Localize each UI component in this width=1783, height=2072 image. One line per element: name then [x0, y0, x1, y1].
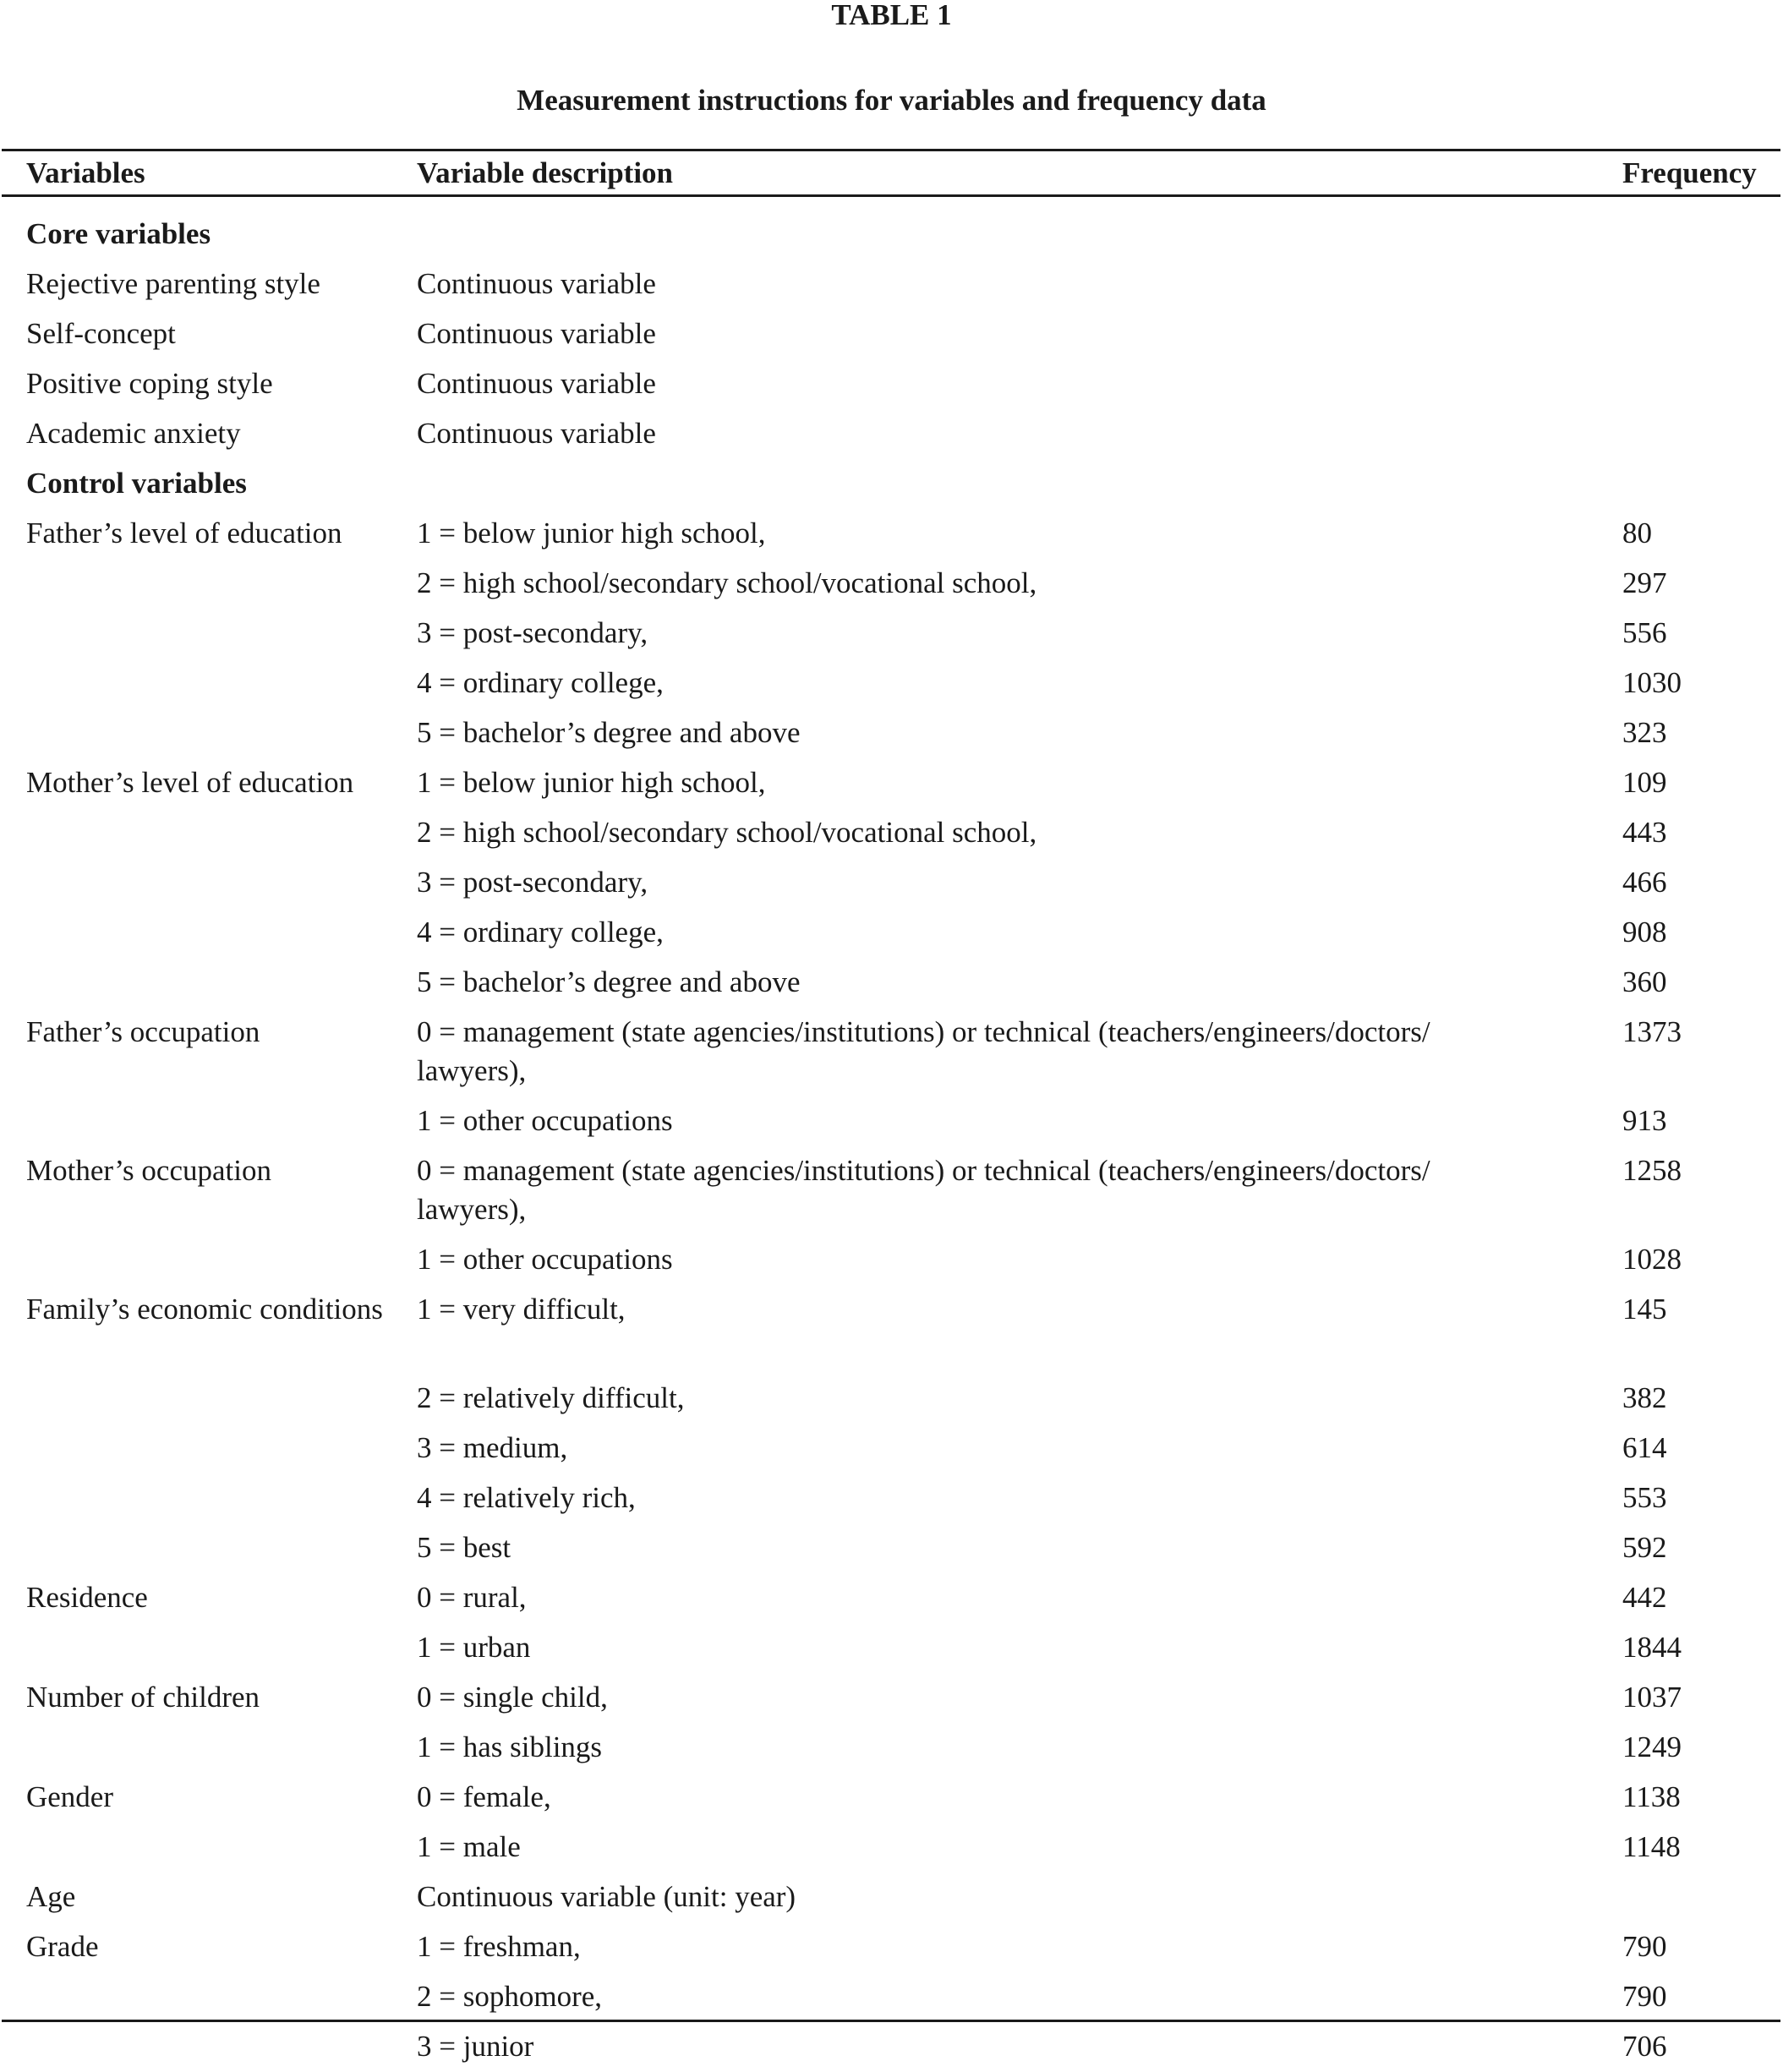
table-row: [0, 559, 1783, 609]
cell-description: Continuous variable: [417, 367, 656, 400]
table-row: [0, 908, 1783, 958]
cell-frequency: 1844: [1622, 1631, 1682, 1664]
cell-description: Continuous variable: [417, 267, 656, 300]
table-row: [0, 509, 1783, 559]
table-row: [0, 1773, 1783, 1823]
table-header-rule: [2, 194, 1780, 197]
cell-variable: Rejective parenting style: [26, 267, 320, 300]
cell-frequency: 614: [1622, 1431, 1667, 1464]
table-row: [0, 659, 1783, 708]
cell-variable: Family’s economic conditions: [26, 1293, 383, 1326]
table-row: [0, 1872, 1783, 1922]
cell-variable: Gender: [26, 1780, 114, 1813]
table-row: [0, 808, 1783, 858]
cell-frequency: 466: [1622, 866, 1667, 899]
table-row: [0, 1922, 1783, 1972]
cell-description: 1 = has siblings: [417, 1730, 603, 1763]
table-row: [0, 1723, 1783, 1773]
cell-description: Continuous variable: [417, 417, 656, 450]
cell-frequency: 706: [1622, 2030, 1667, 2063]
table-row: [0, 958, 1783, 1008]
cell-description: 2 = high school/secondary school/vocational school,: [417, 816, 1037, 849]
cell-frequency: 790: [1622, 1980, 1667, 2013]
cell-description: 4 = ordinary college,: [417, 666, 664, 699]
table-row: [0, 1623, 1783, 1673]
cell-description: 2 = high school/secondary school/vocational school,: [417, 566, 1037, 599]
header-frequency: Frequency: [1622, 156, 1757, 189]
section-row: [0, 210, 1783, 260]
cell-description: 1 = below junior high school,: [417, 766, 766, 799]
cell-frequency: 297: [1622, 566, 1667, 599]
cell-description: 2 = relatively difficult,: [417, 1381, 685, 1414]
cell-description: 3 = junior: [417, 2030, 534, 2063]
table-row: [0, 409, 1783, 459]
cell-frequency: 553: [1622, 1481, 1667, 1514]
table-row: [0, 1146, 1783, 1235]
cell-description: 3 = post-secondary,: [417, 616, 648, 649]
cell-description: 0 = single child,: [417, 1681, 608, 1714]
cell-variable: Residence: [26, 1581, 148, 1614]
table-row: [0, 1823, 1783, 1872]
cell-description: Continuous variable (unit: year): [417, 1880, 796, 1913]
cell-description: 0 = rural,: [417, 1581, 527, 1614]
cell-description: 1 = other occupations: [417, 1104, 673, 1137]
cell-frequency: 382: [1622, 1381, 1667, 1414]
cell-variable: Core variables: [26, 217, 211, 250]
cell-frequency: 556: [1622, 616, 1667, 649]
cell-description: 0 = female,: [417, 1780, 551, 1813]
cell-frequency: 109: [1622, 766, 1667, 799]
table-row: [0, 2022, 1783, 2072]
cell-frequency: 323: [1622, 716, 1667, 749]
table-row: [0, 309, 1783, 359]
cell-frequency: 592: [1622, 1531, 1667, 1564]
cell-description: 1 = freshman,: [417, 1930, 581, 1963]
table-row: [0, 1523, 1783, 1573]
table-row: [0, 1424, 1783, 1473]
cell-variable: Positive coping style: [26, 367, 273, 400]
cell-frequency: 1373: [1622, 1015, 1682, 1048]
table-row: [0, 1008, 1783, 1096]
cell-frequency: 442: [1622, 1581, 1667, 1614]
cell-frequency: 908: [1622, 916, 1667, 949]
table-top-rule: [2, 149, 1780, 151]
table-row: [0, 1374, 1783, 1424]
cell-description: 0 = management (state agencies/institutions) or technical (teachers/engineers/doctors/ lawyers),: [417, 1154, 1430, 1226]
cell-description: 5 = best: [417, 1531, 511, 1564]
table-row: [0, 1285, 1783, 1374]
table-bottom-rule: [2, 2020, 1780, 2022]
cell-frequency: 790: [1622, 1930, 1667, 1963]
cell-description: 5 = bachelor’s degree and above: [417, 716, 801, 749]
cell-frequency: 443: [1622, 816, 1667, 849]
cell-variable: Number of children: [26, 1681, 260, 1714]
cell-frequency: 1249: [1622, 1730, 1682, 1763]
table-row: [0, 858, 1783, 908]
cell-frequency: 1258: [1622, 1154, 1682, 1187]
table-caption: Measurement instructions for variables and frequency data: [517, 84, 1266, 117]
header-variables: Variables: [26, 156, 145, 189]
cell-variable: Father’s occupation: [26, 1015, 260, 1048]
table-row: [0, 1673, 1783, 1723]
table-label: TABLE 1: [831, 0, 952, 31]
cell-description: 2 = sophomore,: [417, 1980, 603, 2013]
table-row: [0, 1235, 1783, 1285]
cell-description: 1 = male: [417, 1830, 521, 1863]
cell-frequency: 1030: [1622, 666, 1682, 699]
cell-frequency: 1037: [1622, 1681, 1682, 1714]
table-row: [0, 260, 1783, 309]
table-row: [0, 359, 1783, 409]
section-row: [0, 459, 1783, 509]
cell-frequency: 1138: [1622, 1780, 1681, 1813]
cell-variable: Father’s level of education: [26, 517, 342, 549]
cell-description: 4 = relatively rich,: [417, 1481, 636, 1514]
cell-variable: Mother’s level of education: [26, 766, 354, 799]
cell-description: 3 = post-secondary,: [417, 866, 648, 899]
cell-description: 5 = bachelor’s degree and above: [417, 965, 801, 998]
cell-frequency: 913: [1622, 1104, 1667, 1137]
cell-description: 1 = below junior high school,: [417, 517, 766, 549]
table-row: [0, 1573, 1783, 1623]
cell-frequency: 1148: [1622, 1830, 1681, 1863]
table-row: [0, 609, 1783, 659]
cell-description: 4 = ordinary college,: [417, 916, 664, 949]
cell-description: 0 = management (state agencies/institutions) or technical (teachers/engineers/doctors/ lawyers),: [417, 1015, 1430, 1087]
header-description: Variable description: [417, 156, 674, 189]
table-row: [0, 1473, 1783, 1523]
table-row: [0, 758, 1783, 808]
cell-description: 3 = medium,: [417, 1431, 568, 1464]
cell-frequency: 145: [1622, 1293, 1667, 1326]
table-body: [0, 210, 1783, 2072]
table-row: [0, 708, 1783, 758]
cell-frequency: 360: [1622, 965, 1667, 998]
cell-variable: Mother’s occupation: [26, 1154, 271, 1187]
cell-frequency: 80: [1622, 517, 1652, 549]
cell-variable: Self-concept: [26, 317, 176, 350]
cell-variable: Control variables: [26, 467, 247, 500]
table-row: [0, 1096, 1783, 1146]
table-row: [0, 1972, 1783, 2022]
cell-description: Continuous variable: [417, 317, 656, 350]
cell-variable: Academic anxiety: [26, 417, 241, 450]
table-header-row: [0, 152, 1783, 193]
cell-description: 1 = very difficult,: [417, 1293, 626, 1326]
cell-description: 1 = other occupations: [417, 1243, 673, 1276]
cell-description: 1 = urban: [417, 1631, 531, 1664]
cell-frequency: 1028: [1622, 1243, 1682, 1276]
cell-variable: Age: [26, 1880, 76, 1913]
cell-variable: Grade: [26, 1930, 99, 1963]
